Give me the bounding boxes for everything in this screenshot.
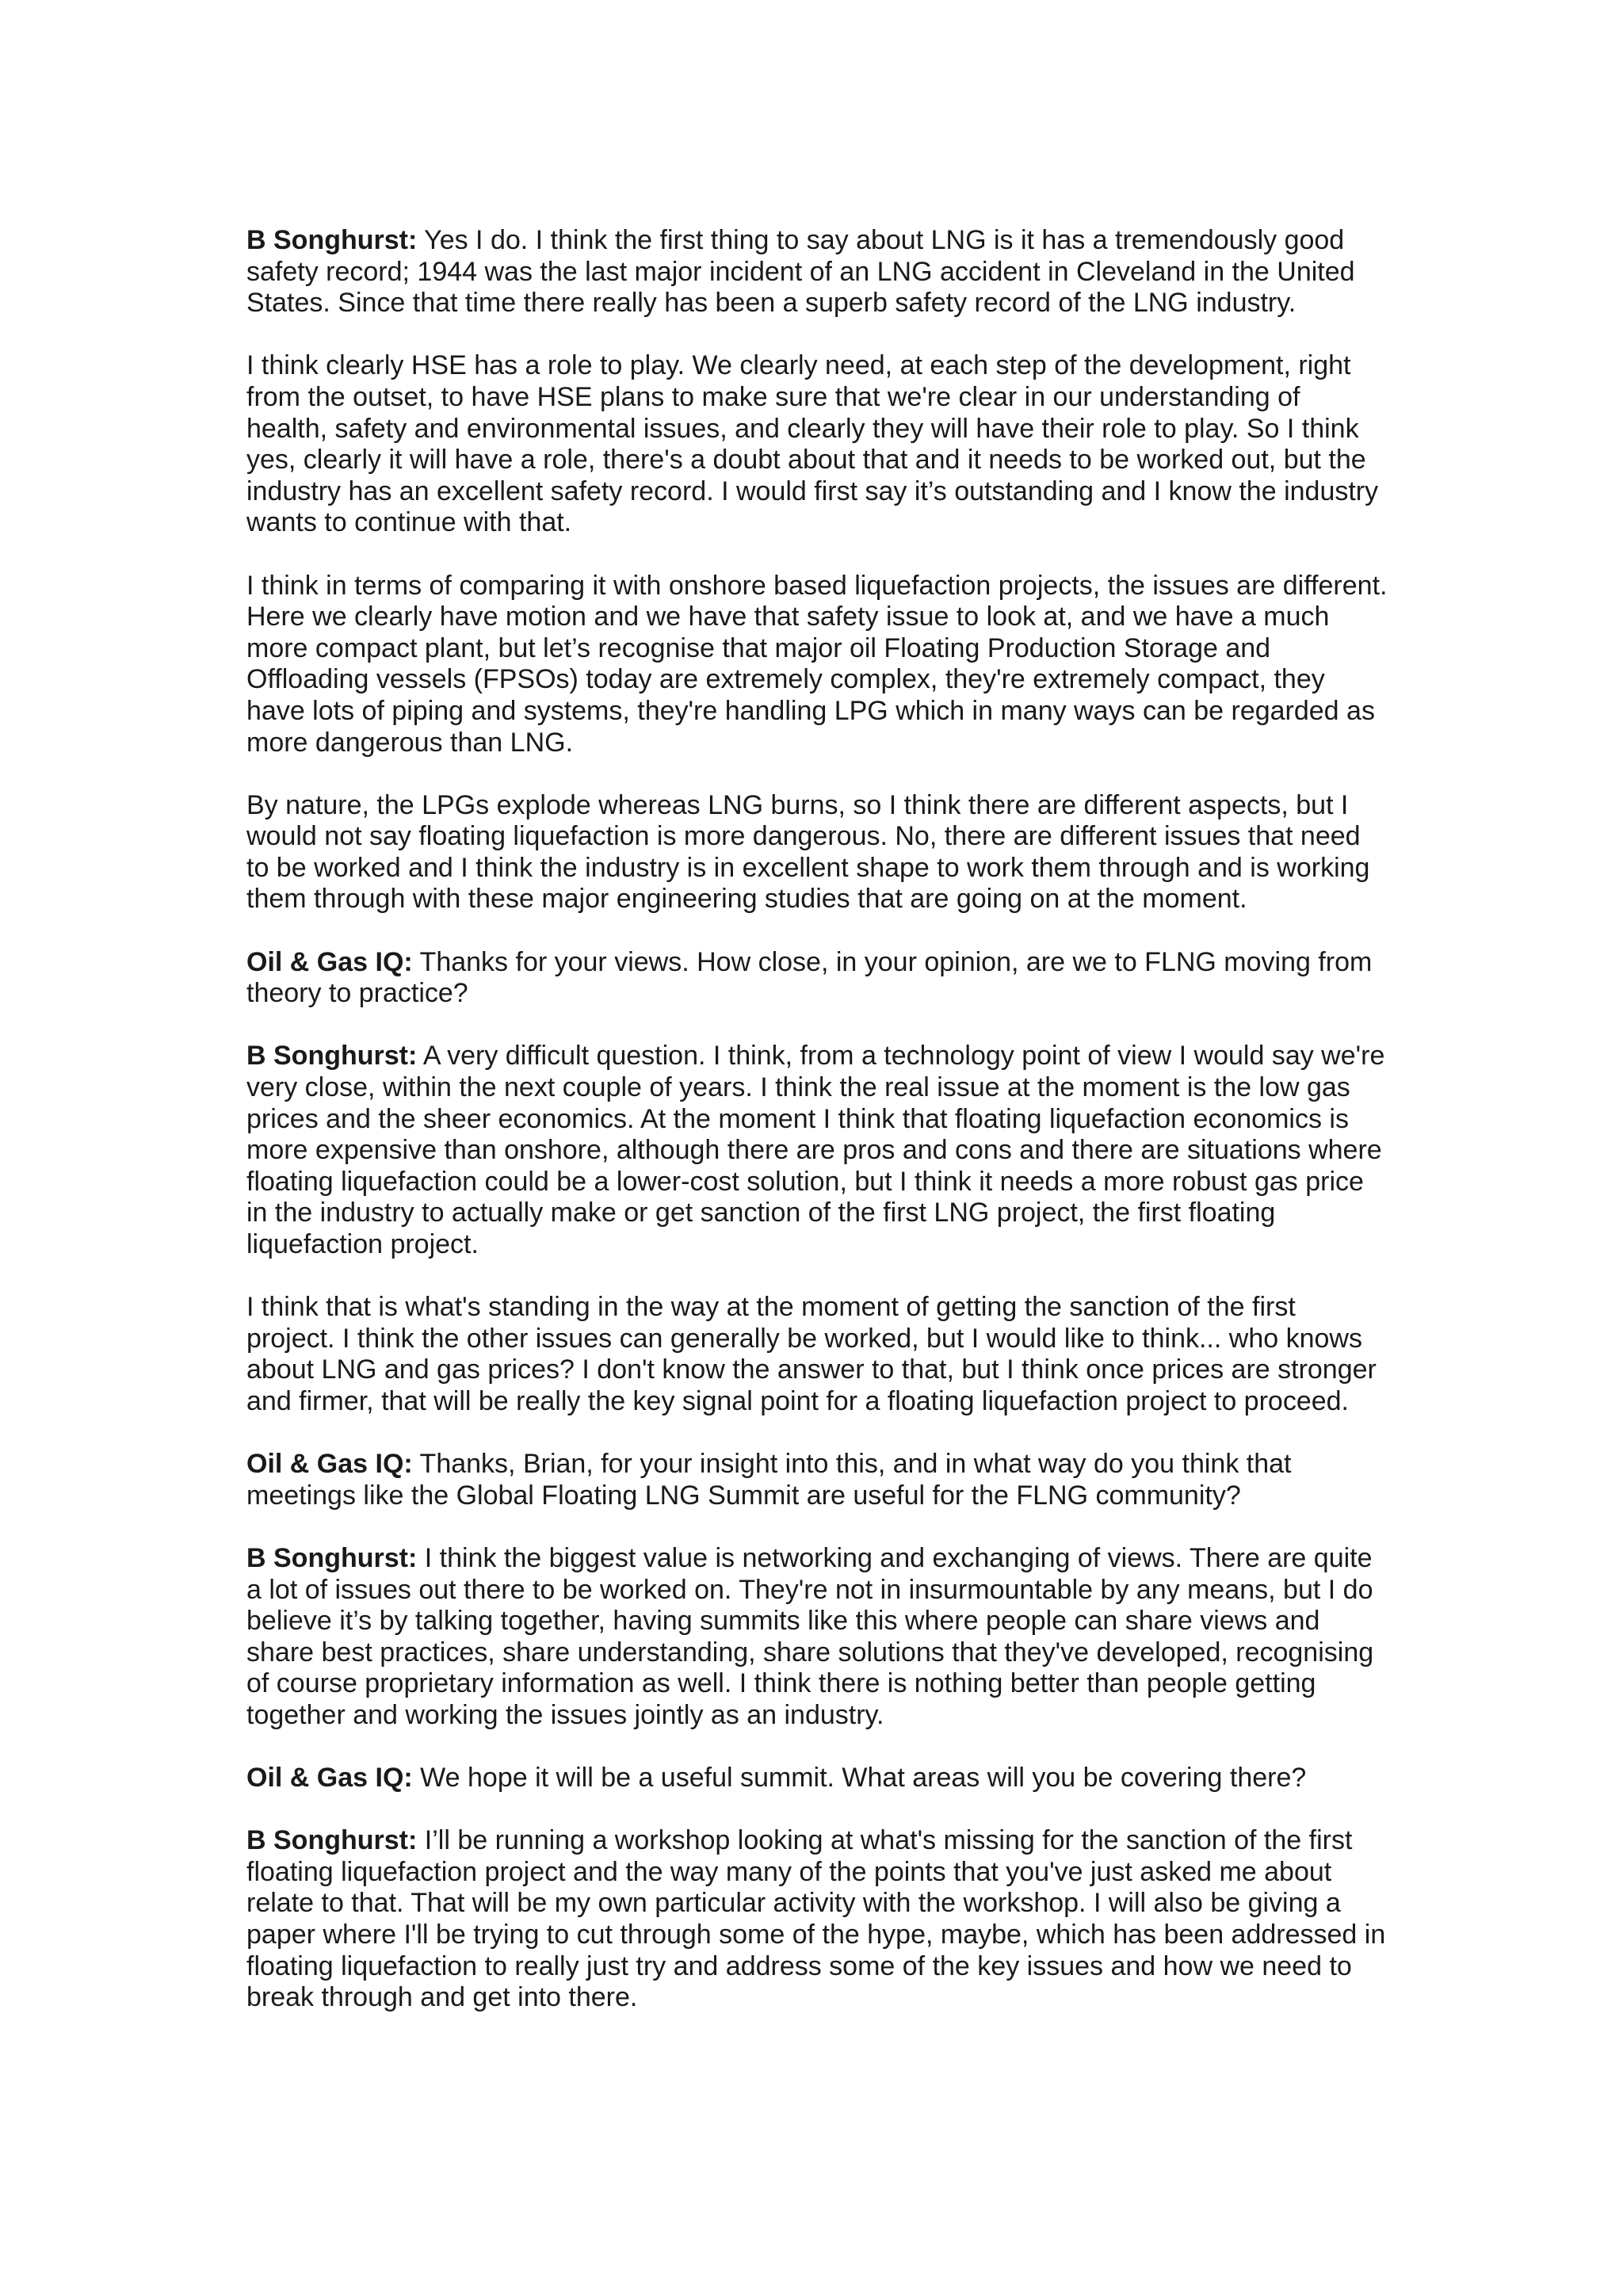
speaker-label: Oil & Gas IQ: [246,946,413,977]
paragraph-7 [246,1292,1388,1417]
paragraph-1 [246,225,1388,319]
paragraph-text: I’ll be running a workshop looking at what's missing for the sanction of the first floating liquefaction project and the way many of the points that you've just asked me about relate to that. That will be my own particular activity with the workshop. I will also be giving a paper where I'll be trying to cut through some of the hype, maybe, which has been addressed in floating liquefaction to really just try and address some of the key issues and how we need to break through and get into there. [246,1825,1386,2013]
paragraph-text: Thanks, Brian, for your insight into this, and in what way do you think that meetings like the Global Floating LNG Summit are useful for the FLNG community? [246,1449,1292,1511]
paragraph-9 [246,1543,1388,1732]
paragraph-11 [246,1825,1388,2014]
paragraph-6 [246,1041,1388,1260]
paragraph-text: Thanks for your views. How close, in your opinion, are we to FLNG moving from theory to practice? [246,946,1373,1009]
paragraph-text: We hope it will be a useful summit. What areas will you be covering there? [412,1763,1307,1794]
interview-transcript [246,225,1388,2045]
paragraph-text: Yes I do. I think the first thing to say about LNG is it has a tremendously good safety record; 1944 was the last major incident of an LNG accident in Cleveland in the United States. Since that time there really has been a superb safety record of the LNG industry. [246,225,1355,319]
paragraph-10 [246,1763,1388,1794]
paragraph-text: I think the biggest value is networking and exchanging of views. There are quite a lot of issues out there to be worked on. They're not in insurmountable by any means, but I do believe it’s by talking together, having summits like this where people can share views and share best practices, share understanding, share solutions that they've developed, recognising of course proprietary information as well. I think there is nothing better than people getting together and working the issues jointly as an industry. [246,1542,1374,1730]
speaker-label: B Songhurst: [246,1041,418,1072]
paragraph-4 [246,790,1388,915]
paragraph-text: By nature, the LPGs explode whereas LNG burns, so I think there are different aspects, but I would not say floating liquefaction is more dangerous. No, there are different issues that need to be worked and I think the industry is in excellent shape to work them through and is working them through with these major engineering studies that are going on at the moment. [246,789,1370,915]
paragraph-text: I think clearly HSE has a role to play. We clearly need, at each step of the development, right from the outset, to have HSE plans to make sure that we're clear in our understanding of health, safety and environmental issues, and clearly they will have their role to play. So I think yes, clearly it will have a role, there's a doubt about that and it needs to be worked out, but the industry has an excellent safety record. I would first say it’s outstanding and I know the industry wants to continue with that. [246,350,1379,538]
paragraph-text: I think that is what's standing in the way at the moment of getting the sanction of the first project. I think the other issues can generally be worked, but I would like to think... who knows about LNG and gas prices? I don't know the answer to that, but I think once prices are stronger and firmer, that will be really the key signal point for a floating liquefaction project to proceed. [246,1292,1377,1416]
speaker-label: Oil & Gas IQ: [246,1449,413,1480]
paragraph-5 [246,947,1388,1010]
speaker-label: B Songhurst: [246,225,418,255]
paragraph-2 [246,350,1388,539]
speaker-label: B Songhurst: [246,1825,418,1856]
paragraph-8 [246,1449,1388,1511]
paragraph-text: I think in terms of comparing it with onshore based liquefaction projects, the issues are different. Here we clearly have motion and we have that safety issue to look at, and we have a much more compact plant, but let’s recognise that major oil Floating Production Storage and Offloading vessels (FPSOs) today are extremely complex, they're extremely compact, they have lots of piping and systems, they're handling LPG which in many ways can be regarded as more dangerous than LNG. [246,570,1388,758]
speaker-label: B Songhurst: [246,1542,418,1573]
paragraph-3 [246,571,1388,759]
speaker-label: Oil & Gas IQ: [246,1763,413,1794]
paragraph-text: A very difficult question. I think, from a technology point of view I would say we're very close, within the next couple of years. I think the real issue at the moment is the low gas prices and the sheer economics. At the moment I think that floating liquefaction economics is more expensive than onshore, although there are pros and cons and there are situations where floating liquefaction could be a lower-cost solution, but I think it needs a more robust gas price in the industry to actually make or get sanction of the first LNG project, the first floating liquefaction project. [246,1041,1385,1259]
